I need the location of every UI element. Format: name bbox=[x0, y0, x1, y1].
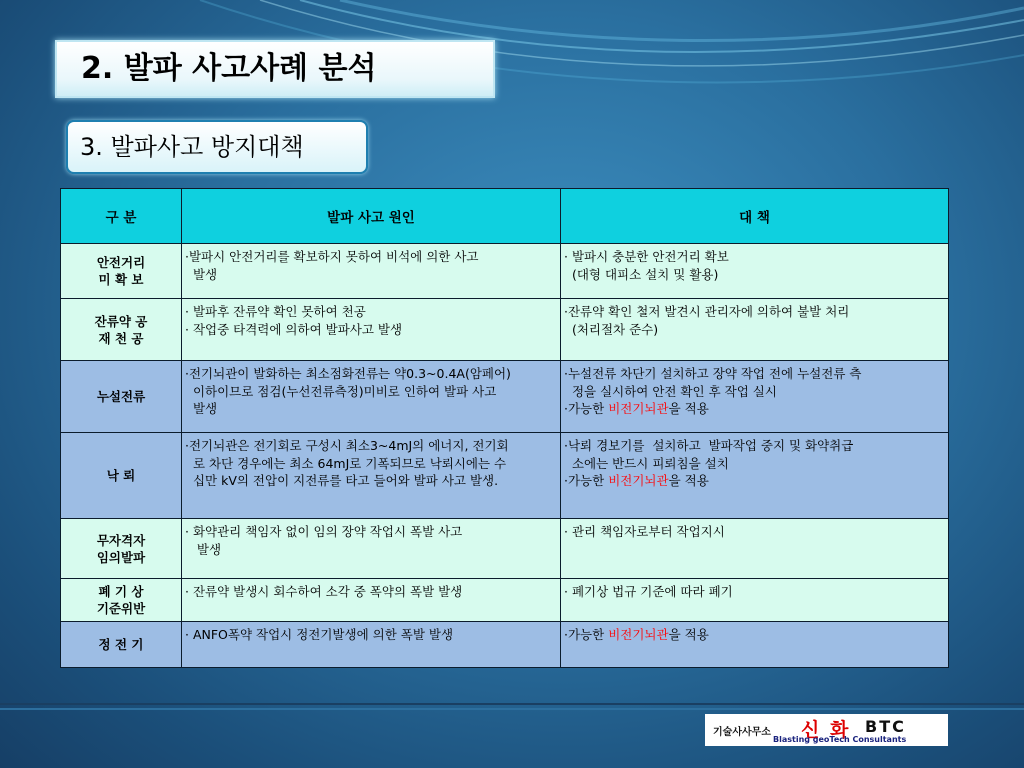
row-measure: · 발파시 충분한 안전거리 확보 (대형 대피소 설치 및 활용) bbox=[561, 244, 949, 299]
row-cause: · 발파후 잔류약 확인 못하여 천공 · 작업중 타격력에 의하여 발파사고 발생 bbox=[182, 299, 561, 361]
row-cause: ·전기뇌관이 발화하는 최소점화전류는 약0.3~0.4A(암페어) 이하이므로 점검(누선전류측정)미비로 인하여 발파 사고 발생 bbox=[182, 361, 561, 433]
row-category: 안전거리 미 확 보 bbox=[61, 244, 182, 299]
row-measure: ·잔류약 확인 철저 발견시 관리자에 의하여 불발 처리 (처리절차 준수) bbox=[561, 299, 949, 361]
table-row bbox=[61, 519, 949, 579]
row-category: 낙 뢰 bbox=[61, 433, 182, 519]
row-cause: · ANFO폭약 작업시 정전기발생에 의한 폭발 발생 bbox=[182, 622, 561, 668]
page-title: 2. 발파 사고사례 분석 bbox=[55, 40, 495, 98]
row-category: 폐 기 상 기준위반 bbox=[61, 579, 182, 622]
row-cause: ·발파시 안전거리를 확보하지 못하여 비석에 의한 사고 발생 bbox=[182, 244, 561, 299]
table-header-row bbox=[61, 189, 949, 244]
row-measure: · 폐기상 법규 기준에 따라 폐기 bbox=[561, 579, 949, 622]
footer-divider bbox=[0, 703, 1024, 705]
table-row bbox=[61, 433, 949, 519]
logo-btc: BTC bbox=[865, 717, 906, 736]
row-measure: ·가능한 비전기뇌관을 적용 bbox=[561, 622, 949, 668]
row-measure: · 관리 책임자로부터 작업지시 bbox=[561, 519, 949, 579]
table-row bbox=[61, 244, 949, 299]
row-category: 정 전 기 bbox=[61, 622, 182, 668]
prevention-table bbox=[60, 188, 949, 668]
table-row bbox=[61, 299, 949, 361]
table-row bbox=[61, 579, 949, 622]
highlight-non-electric-detonator: 비전기뇌관 bbox=[608, 627, 669, 642]
footer-divider-2 bbox=[0, 708, 1024, 710]
row-measure: ·누설전류 차단기 설치하고 장약 작업 전에 누설전류 측 정을 실시하여 안전 확인 후 작업 실시 ·가능한 비전기뇌관을 적용 bbox=[561, 361, 949, 433]
company-logo bbox=[705, 714, 948, 746]
row-cause: · 잔류약 발생시 회수하여 소각 중 폭약의 폭발 발생 bbox=[182, 579, 561, 622]
row-cause: ·전기뇌관은 전기회로 구성시 최소3~4mJ의 에너지, 전기회 로 차단 경우에는 최소 64mJ로 기폭되므로 낙뢰시에는 수 십만 kV의 전압이 지전류를 타고 들어와 발파 사고 발생. bbox=[182, 433, 561, 519]
highlight-non-electric-detonator: 비전기뇌관 bbox=[608, 401, 669, 416]
table-row bbox=[61, 622, 949, 668]
row-category: 잔류약 공 재 천 공 bbox=[61, 299, 182, 361]
highlight-non-electric-detonator: 비전기뇌관 bbox=[608, 473, 669, 488]
logo-company-name: 신 화 bbox=[801, 719, 851, 741]
header-cause: 발파 사고 원인 bbox=[182, 189, 561, 244]
table-row bbox=[61, 361, 949, 433]
header-category: 구 분 bbox=[61, 189, 182, 244]
logo-company-small: 기술사사무소 bbox=[713, 727, 771, 738]
header-measure: 대 책 bbox=[561, 189, 949, 244]
row-measure: ·낙뢰 경보기를 설치하고 발파작업 중지 및 화약취급 소에는 반드시 피뢰침을 설치 ·가능한 비전기뇌관을 적용 bbox=[561, 433, 949, 519]
section-subtitle: 3. 발파사고 방지대책 bbox=[66, 120, 368, 174]
logo-tagline: Blasting geoTech Consultants bbox=[773, 735, 907, 744]
row-cause: · 화약관리 책임자 없이 임의 장약 작업시 폭발 사고 발생 bbox=[182, 519, 561, 579]
row-category: 누설전류 bbox=[61, 361, 182, 433]
row-category: 무자격자 임의발파 bbox=[61, 519, 182, 579]
